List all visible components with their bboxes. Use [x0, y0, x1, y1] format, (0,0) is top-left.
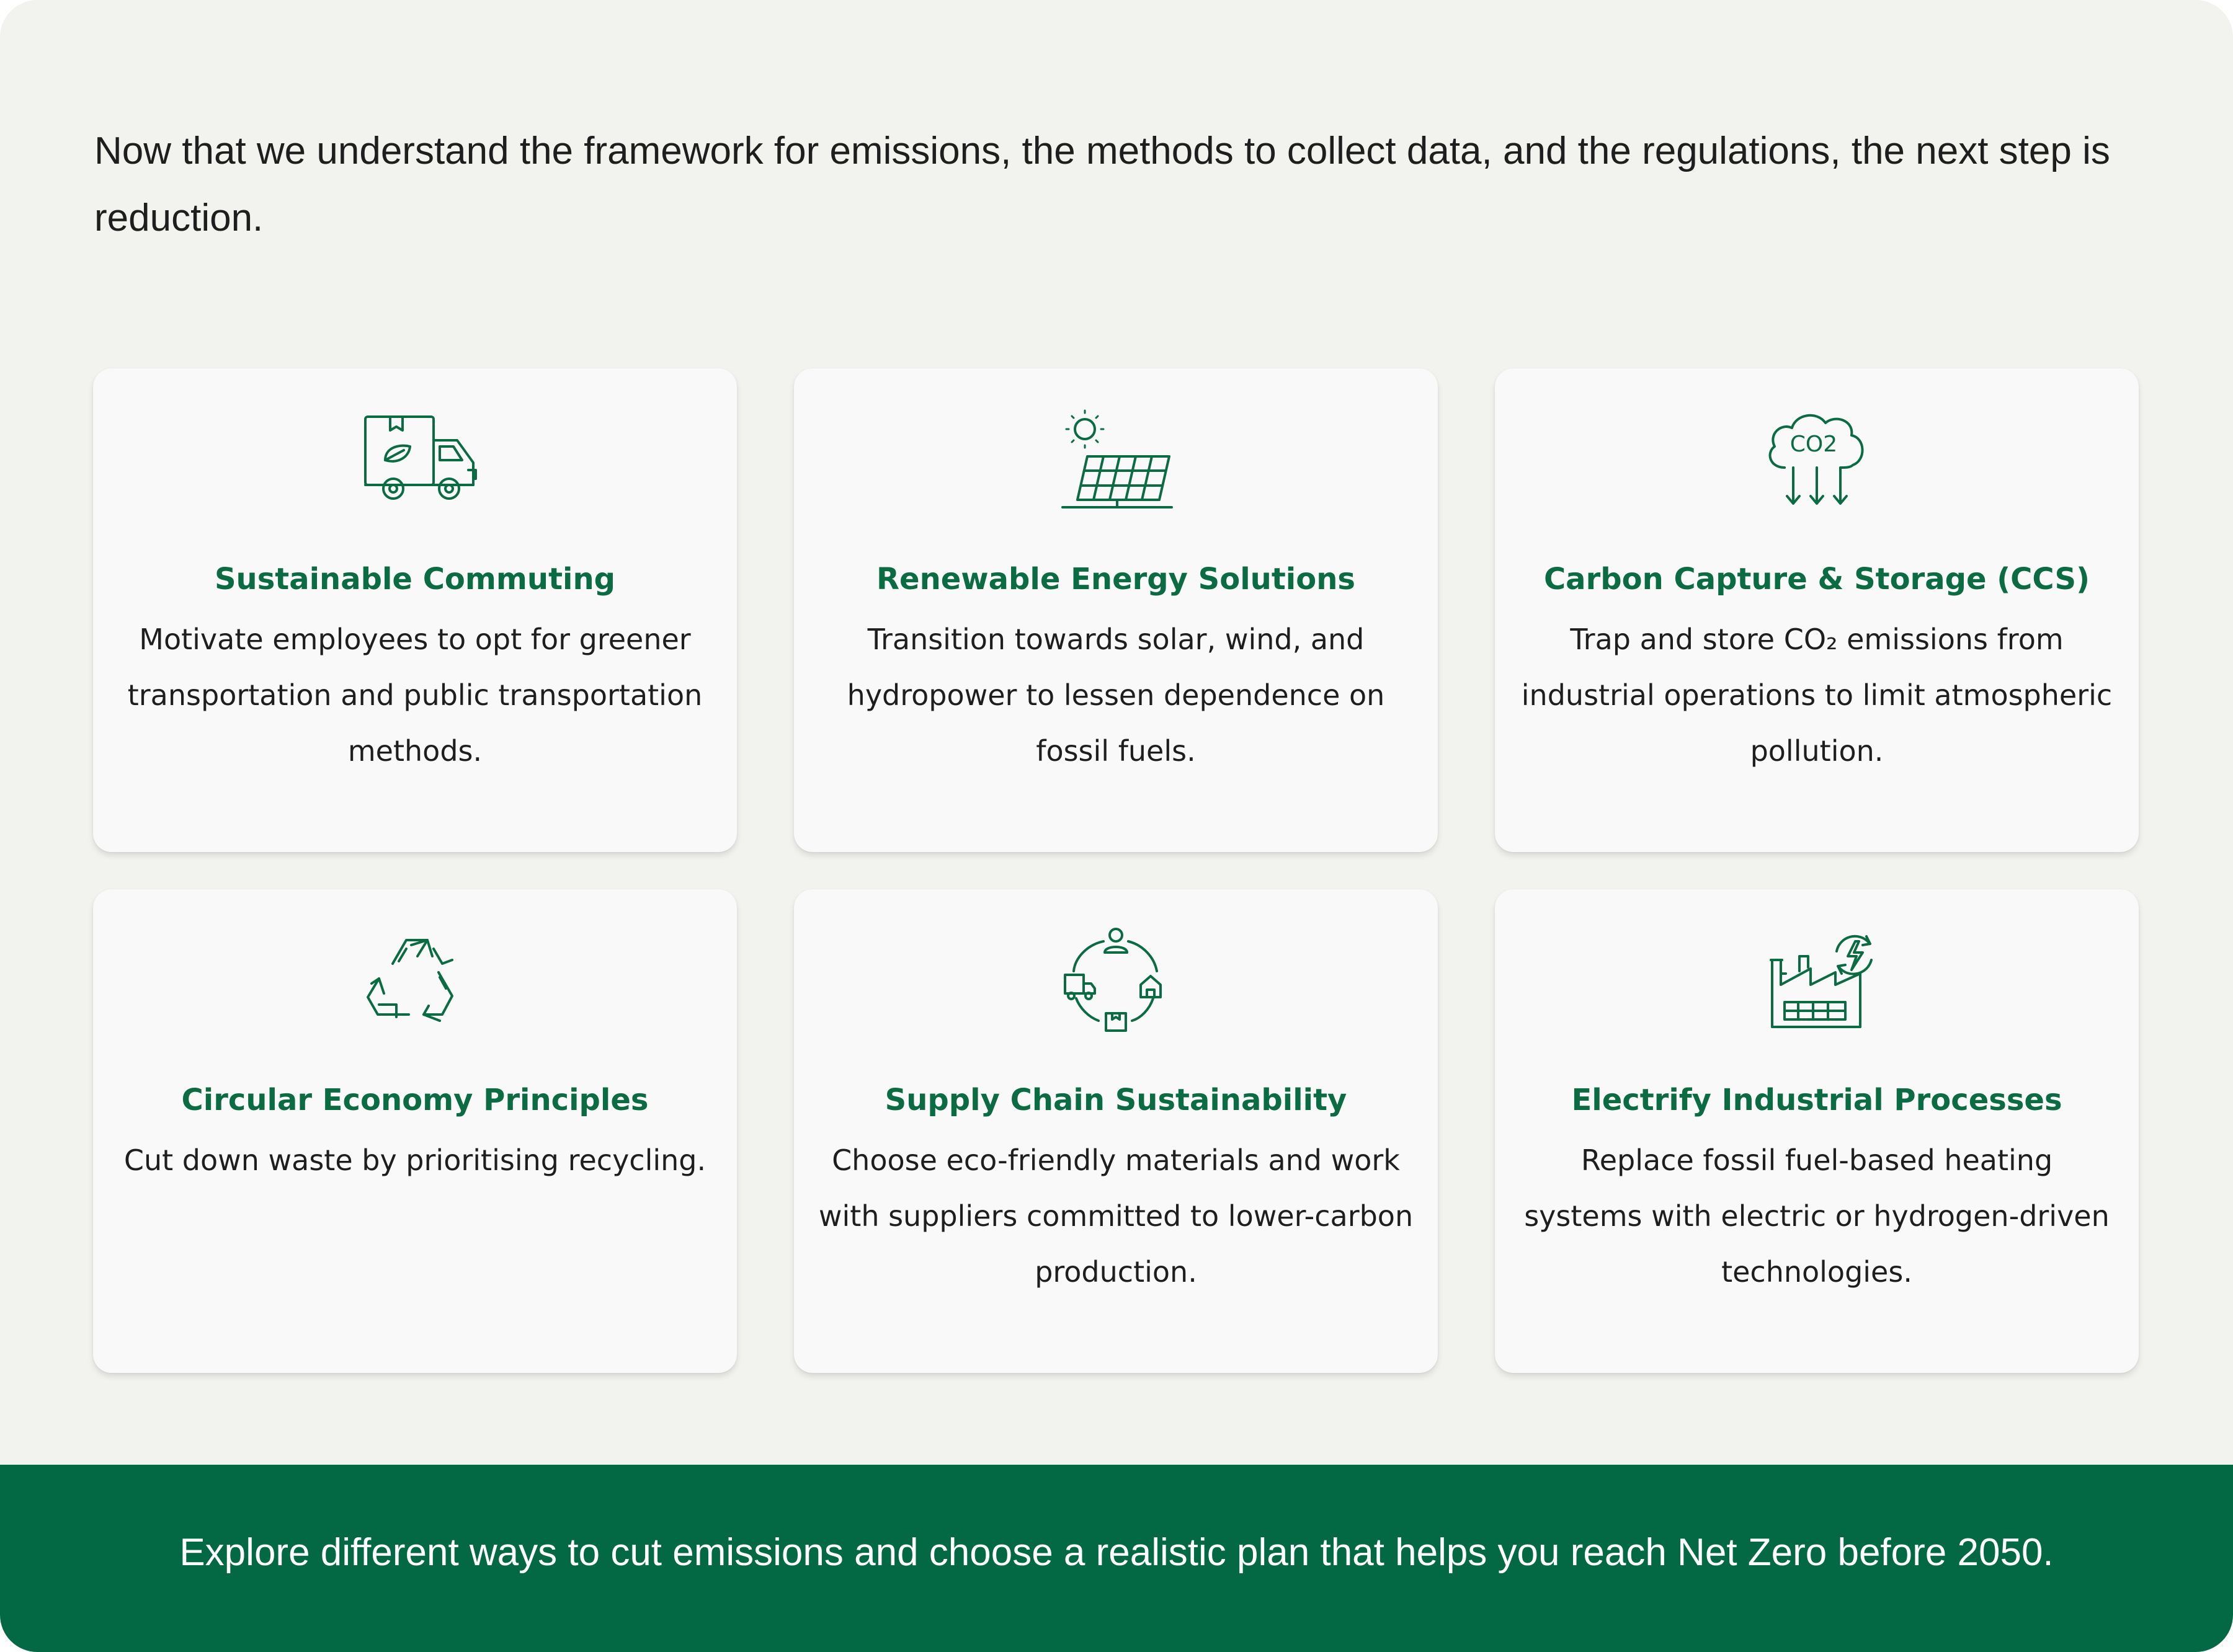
- card-description: Motivate employees to opt for greener transportation and public transportation methods.: [127, 623, 703, 768]
- card-supply-chain: [794, 889, 1438, 1373]
- card-renewable-energy: [794, 368, 1438, 852]
- co2-cloud-icon: [1749, 403, 1885, 515]
- supply-chain-cycle-icon: [1048, 924, 1184, 1036]
- card-title: Supply Chain Sustainability: [885, 1083, 1347, 1117]
- card-title: Carbon Capture & Storage (CCS): [1543, 562, 2090, 597]
- card-description: Transition towards solar, wind, and hydropower to lessen dependence on fossil fuels.: [847, 623, 1385, 768]
- card-carbon-capture: [1495, 368, 2139, 852]
- electric-factory-icon: [1749, 924, 1885, 1036]
- delivery-truck-icon: [347, 403, 483, 515]
- reduction-cards-grid: [93, 368, 2139, 1373]
- card-circular-economy: [93, 889, 737, 1373]
- card-description: Cut down waste by prioritising recycling.: [123, 1144, 706, 1177]
- solar-panel-icon: [1048, 403, 1184, 515]
- card-description: Choose eco-friendly materials and work with suppliers committed to lower-carbon production.: [818, 1144, 1414, 1289]
- intro-text: Now that we understand the framework for emissions, the methods to collect data, and the regulations, the next step is reduction.: [94, 130, 2110, 239]
- card-sustainable-commuting: [93, 368, 737, 852]
- card-title: Renewable Energy Solutions: [876, 562, 1355, 597]
- card-description: Replace fossil fuel-based heating systems with electric or hydrogen-driven technologies.: [1524, 1144, 2110, 1289]
- card-description: Trap and store CO₂ emissions from industrial operations to limit atmospheric pollution.: [1521, 623, 2113, 768]
- footer-text: Explore different ways to cut emissions and choose a realistic plan that helps you reach Net Zero before 2050.: [179, 1530, 2054, 1574]
- card-title: Circular Economy Principles: [181, 1083, 649, 1117]
- co2-label: CO2: [1790, 432, 1838, 457]
- card-title: Sustainable Commuting: [214, 562, 616, 597]
- card-title: Electrify Industrial Processes: [1571, 1083, 2062, 1117]
- recycle-icon: [347, 924, 483, 1036]
- footer-banner: [0, 1465, 2233, 1652]
- card-electrify-industrial: [1495, 889, 2139, 1373]
